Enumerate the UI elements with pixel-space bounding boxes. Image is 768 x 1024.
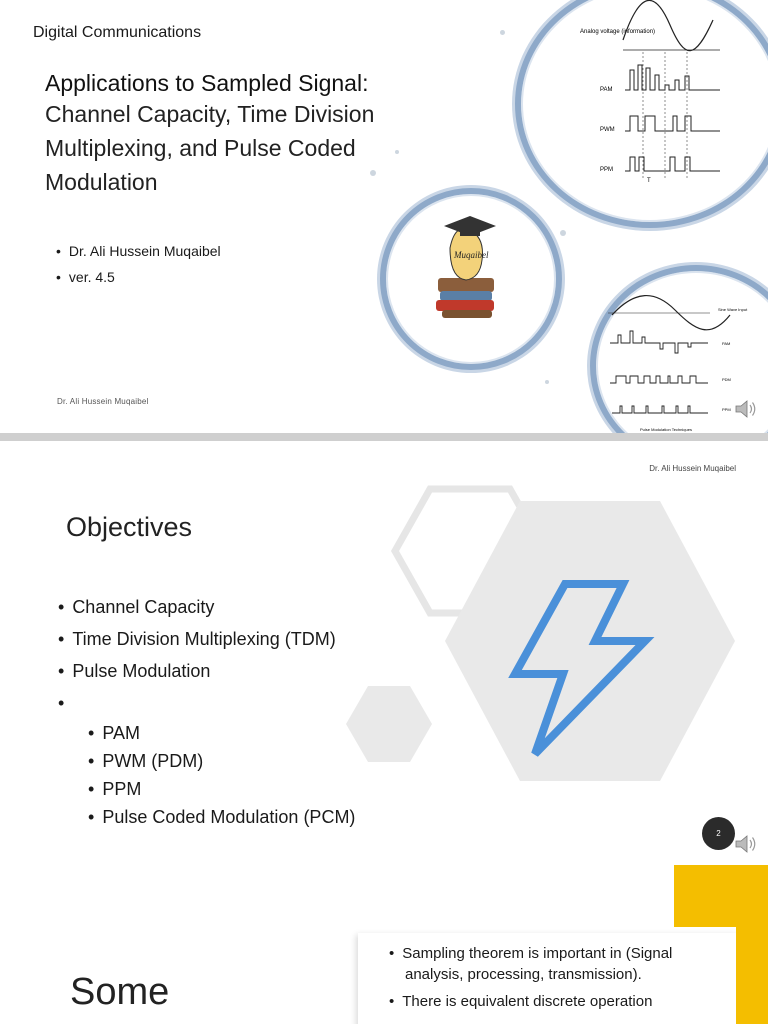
figure-label-pam: PAM xyxy=(600,87,613,93)
audio-speaker-icon[interactable] xyxy=(733,396,759,422)
paint-splatter xyxy=(370,170,376,176)
figure-label-sine: Sine Wave Input xyxy=(718,307,748,312)
pulse-modulation-figure xyxy=(515,0,768,228)
course-header: Digital Communications xyxy=(33,24,202,41)
objectives-slide xyxy=(0,441,768,865)
slide-title: Applications to Sampled Signal: xyxy=(45,70,369,96)
figure-label-pwm: PWM xyxy=(600,127,615,133)
lightning-bolt-icon xyxy=(505,579,655,759)
version-label: • ver. 4.5 xyxy=(56,269,221,285)
figure-label-pdm: PDM xyxy=(722,377,731,382)
slide-title: Some xyxy=(70,971,170,1013)
author-list xyxy=(56,243,221,295)
audio-speaker-icon[interactable] xyxy=(733,831,759,857)
figure-caption: Pulse Modulation Techniques xyxy=(640,427,692,432)
slide-subtitle: Channel Capacity, Time Division Multiplexing, and Pulse Coded Modulation xyxy=(45,101,375,195)
logo-text: Muqaibel xyxy=(454,250,489,260)
page-number-badge: 2 xyxy=(702,817,735,850)
muqaibel-logo xyxy=(380,188,550,358)
objective-item: • Pulse Modulation xyxy=(58,655,355,687)
slide-title: Objectives xyxy=(66,512,193,542)
objective-subitem: • PWM (PDM) xyxy=(88,747,355,775)
author-logo-circle xyxy=(380,188,562,370)
slide-footer: Dr. Ali Hussein Muqaibel xyxy=(57,397,149,406)
figure-label-pam2: PAM xyxy=(722,341,731,346)
figure-label-analog: Analog voltage (information) xyxy=(580,29,656,35)
accent-block xyxy=(736,927,768,1024)
sampling-item: • Sampling theorem is important in (Signal analysis, processing, transmission). xyxy=(389,943,709,985)
objective-subitem: • PPM xyxy=(88,775,355,803)
figure-label-ppm: PPM xyxy=(600,167,614,173)
figure-label-period: T xyxy=(647,178,651,184)
objective-item: • Channel Capacity xyxy=(58,591,355,623)
paint-splatter xyxy=(560,230,566,236)
author-name: • Dr. Ali Hussein Muqaibel xyxy=(56,243,221,259)
sampling-item: • There is equivalent discrete operation xyxy=(389,991,709,1012)
paint-splatter xyxy=(395,150,399,154)
accent-block xyxy=(674,865,768,927)
objective-item: • Time Division Multiplexing (TDM) xyxy=(58,623,355,655)
slide-author: Dr. Ali Hussein Muqaibel xyxy=(649,464,736,473)
objective-subitem: • • PAM xyxy=(88,719,355,747)
objective-subitem: • Pulse Coded Modulation (PCM) xyxy=(88,803,355,831)
paint-splatter xyxy=(545,380,549,384)
title-slide xyxy=(0,0,768,433)
sampling-slide xyxy=(0,865,768,1024)
paint-splatter xyxy=(500,30,505,35)
figure-label-ppm2: PPM xyxy=(722,407,731,412)
objectives-list xyxy=(58,591,355,831)
sampling-list xyxy=(389,943,709,1018)
pulse-modulation-sublist xyxy=(58,719,355,831)
